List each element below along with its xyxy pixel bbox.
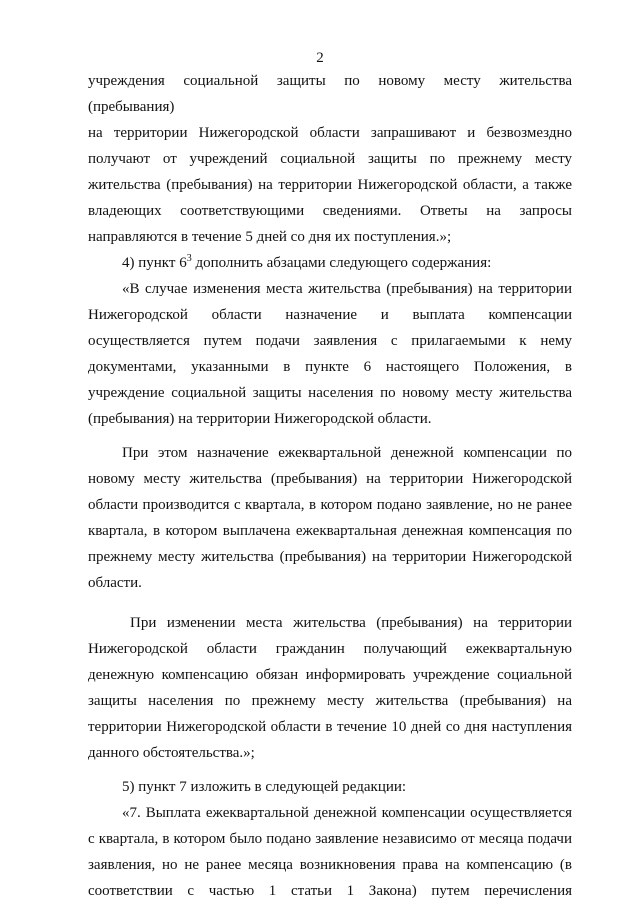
text-line: (пребывания) на территории Нижегородской области. <box>88 411 432 427</box>
text-line: защиты населения по прежнему месту жительства (пребывания) на <box>88 693 572 709</box>
text-line: денежную компенсацию обязан информировать учреждение социальной <box>88 667 572 683</box>
text-line: «В случае изменения места жительства (пребывания) на территории <box>122 281 572 297</box>
paragraph-continuation <box>88 68 572 250</box>
text-line: владеющих соответствующими сведениями. Ответы на запросы <box>88 203 572 219</box>
text-line: области. <box>88 575 142 591</box>
paragraph-notification <box>88 610 572 766</box>
text-line: «7. Выплата ежеквартальной денежной компенсации осуществляется <box>122 805 572 821</box>
text-line: Нижегородской области гражданин получающий ежеквартальную <box>88 641 572 657</box>
text-line: заявления, но не ранее месяца возникновения права на компенсацию (в <box>88 857 572 873</box>
text-line: области производится с квартала, в котором подано заявление, но не ранее <box>88 497 572 513</box>
text-line: осуществляется путем подачи заявления с прилагаемыми к нему <box>88 333 572 349</box>
text-line: учреждения социальной защиты по новому месту жительства (пребывания) <box>88 73 572 115</box>
superscript: 3 <box>186 253 192 264</box>
text-segment: 4) пункт 6 <box>122 255 187 271</box>
text-line: с квартала, в котором было подано заявление независимо от месяца подачи <box>88 831 572 847</box>
text-line: получают от учреждений социальной защиты по прежнему месту <box>88 151 572 167</box>
text-line: Нижегородской области назначение и выплата компенсации <box>88 307 572 323</box>
text-line: прежнему месту жительства (пребывания) на территории Нижегородской <box>88 549 572 565</box>
paragraph-item-5: 5) пункт 7 изложить в следующей редакции: <box>122 779 407 795</box>
text-line: документами, указанными в пункте 6 настоящего Положения, в <box>88 359 572 375</box>
text-line: При изменении места жительства (пребывания) на территории <box>130 615 572 631</box>
text-line: данного обстоятельства.»; <box>88 745 255 761</box>
text-line: направляются в течение 5 дней со дня их поступления.»; <box>88 229 452 245</box>
text-line: учреждение социальной защиты населения по новому месту жительства <box>88 385 572 401</box>
text-line: квартала, в котором выплачена ежеквартальная денежная компенсация по <box>88 523 572 539</box>
text-segment: дополнить абзацами следующего содержания: <box>191 255 492 271</box>
text-line: При этом назначение ежеквартальной денежной компенсации по <box>122 445 572 461</box>
text-line: на территории Нижегородской области запрашивают и безвозмездно <box>88 125 572 141</box>
paragraph-item-4 <box>88 250 572 276</box>
text-line: жительства (пребывания) на территории Нижегородской области, а также <box>88 177 572 193</box>
paragraph-assignment <box>88 440 572 596</box>
page-number: 2 <box>316 50 324 66</box>
paragraph-quote-change <box>88 276 572 432</box>
text-line: новому месту жительства (пребывания) на территории Нижегородской <box>88 471 572 487</box>
document-body <box>88 68 572 904</box>
text-line: территории Нижегородской области в течение 10 дней со дня наступления <box>88 719 572 735</box>
text-line: соответствии с частью 1 статьи 1 Закона) путем перечисления <box>88 883 572 899</box>
paragraph-quote-item-7 <box>88 800 572 904</box>
